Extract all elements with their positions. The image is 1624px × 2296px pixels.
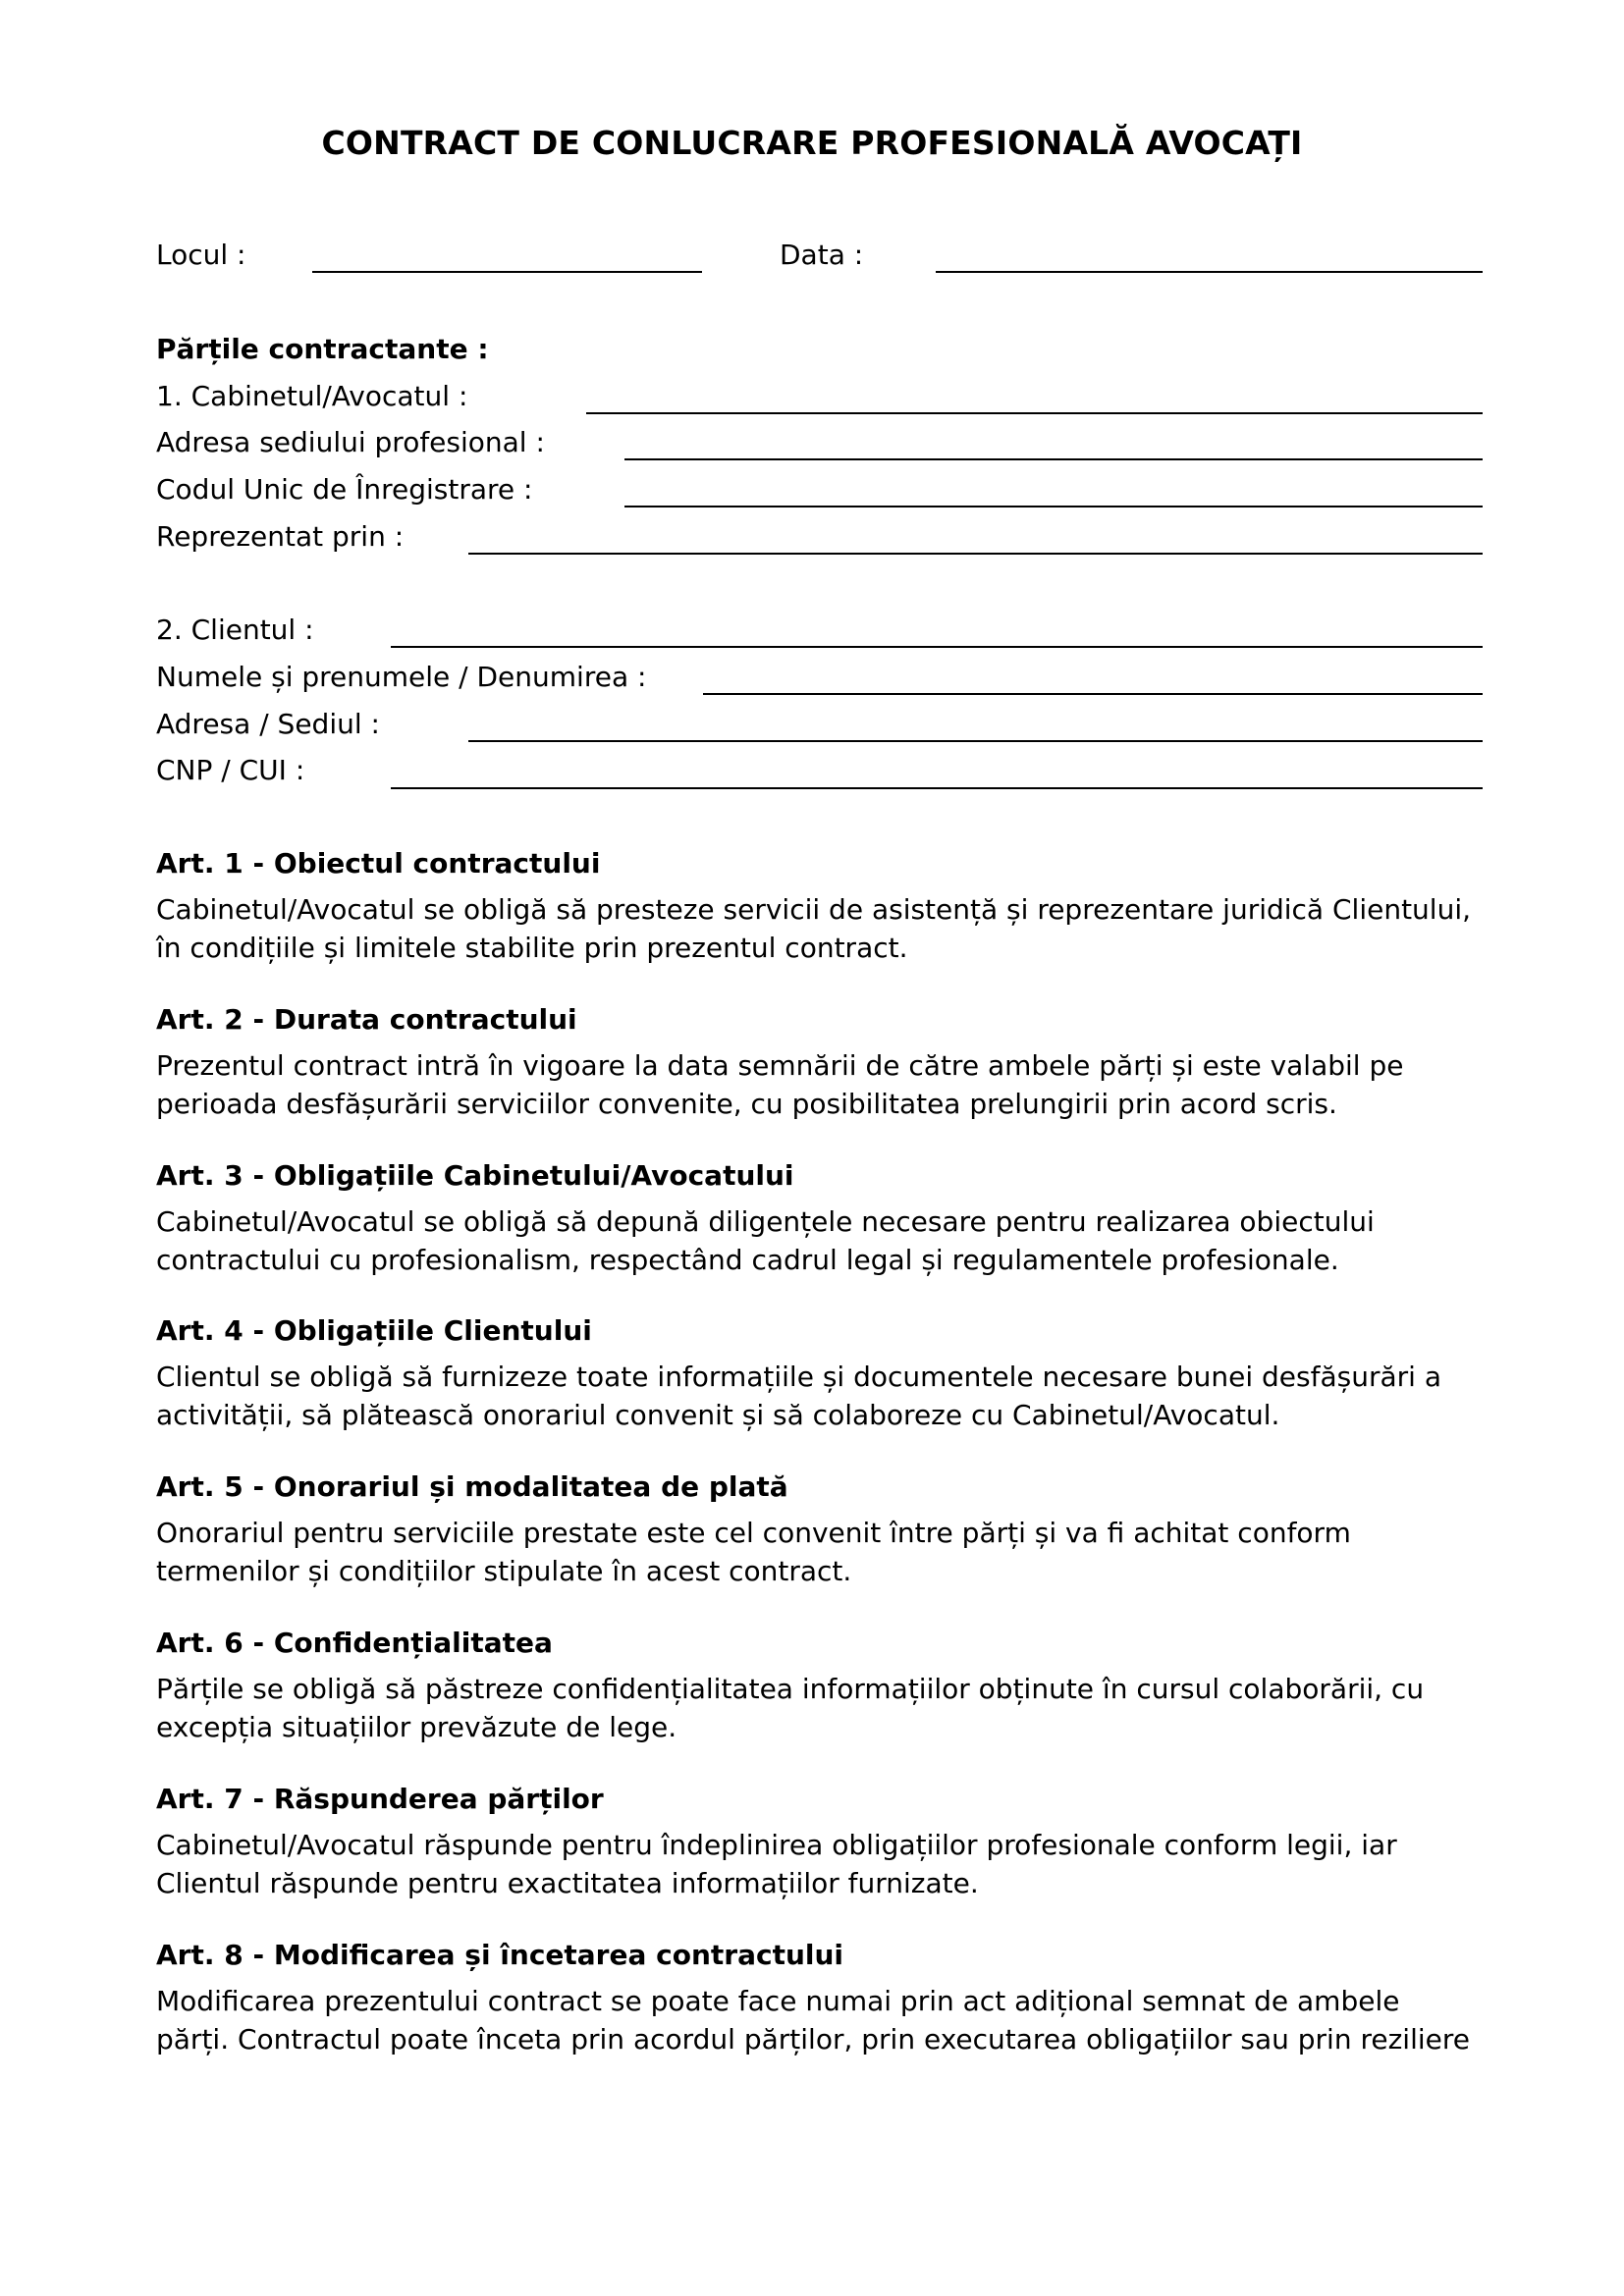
article-2-heading: Art. 2 - Durata contractului <box>156 1003 577 1036</box>
article-5-line-1: Onorariul pentru serviciile prestate este cel convenit între părți și va fi achitat conform <box>156 1517 1351 1549</box>
article-2-body <box>156 1046 1491 1123</box>
cabinet-label: 1. Cabinetul/Avocatul : <box>156 380 468 412</box>
parties-heading: Părțile contractante : <box>156 333 489 365</box>
article-1-line-2: în condițiile și limitele stabilite prin prezentul contract. <box>156 932 908 964</box>
cnp-cui-fill-line[interactable] <box>391 787 1483 789</box>
article-8-line-1: Modificarea prezentului contract se poate face numai prin act adițional semnat de ambele <box>156 1985 1400 2017</box>
place-fill-line[interactable] <box>312 271 702 273</box>
article-8-line-2: părți. Contractul poate înceta prin acordul părților, prin executarea obligațiilor sau prin reziliere <box>156 2023 1470 2056</box>
article-5-heading: Art. 5 - Onorariul și modalitatea de plată <box>156 1470 788 1503</box>
client-fill-line[interactable] <box>391 646 1483 648</box>
article-7-body <box>156 1826 1491 1902</box>
article-4-line-2: activității, să plătească onorariul convenit și să colaboreze cu Cabinetul/Avocatul. <box>156 1399 1280 1431</box>
article-5-line-2: termenilor și condițiilor stipulate în acest contract. <box>156 1555 852 1587</box>
document-title: CONTRACT DE CONLUCRARE PROFESIONALĂ AVOCAȚI <box>321 124 1303 162</box>
registration-code-label: Codul Unic de Înregistrare : <box>156 473 533 506</box>
article-7-heading: Art. 7 - Răspunderea părților <box>156 1783 604 1815</box>
cnp-cui-label: CNP / CUI : <box>156 754 305 786</box>
article-6-line-2: excepția situațiilor prevăzute de lege. <box>156 1711 677 1743</box>
article-8-body <box>156 1982 1491 2058</box>
date-label: Data : <box>780 239 864 271</box>
article-2-line-2: perioada desfășurării serviciilor convenite, cu posibilitatea prelungirii prin acord scris. <box>156 1088 1337 1120</box>
article-3-line-1: Cabinetul/Avocatul se obligă să depună diligențele necesare pentru realizarea obiectului <box>156 1205 1375 1238</box>
represented-by-fill-line[interactable] <box>468 553 1483 555</box>
client-address-label: Adresa / Sediul : <box>156 708 380 740</box>
date-fill-line[interactable] <box>936 271 1483 273</box>
place-label: Locul : <box>156 239 246 271</box>
client-name-fill-line[interactable] <box>703 693 1483 695</box>
client-name-label: Numele și prenumele / Denumirea : <box>156 661 647 693</box>
registration-code-fill-line[interactable] <box>624 506 1483 507</box>
article-3-line-2: contractului cu profesionalism, respectând cadrul legal și regulamentele profesionale. <box>156 1244 1339 1276</box>
article-5-body <box>156 1514 1491 1590</box>
professional-address-label: Adresa sediului profesional : <box>156 426 545 458</box>
article-4-heading: Art. 4 - Obligațiile Clientului <box>156 1314 592 1347</box>
article-4-body <box>156 1358 1491 1434</box>
article-6-body <box>156 1670 1491 1746</box>
client-address-fill-line[interactable] <box>468 740 1483 742</box>
article-6-heading: Art. 6 - Confidențialitatea <box>156 1627 553 1659</box>
article-1-body <box>156 890 1491 967</box>
article-7-line-1: Cabinetul/Avocatul răspunde pentru îndeplinirea obligațiilor profesionale conform legii, iar <box>156 1829 1397 1861</box>
cabinet-fill-line[interactable] <box>586 412 1483 414</box>
client-label: 2. Clientul : <box>156 614 314 646</box>
represented-by-label: Reprezentat prin : <box>156 520 405 553</box>
article-4-line-1: Clientul se obligă să furnizeze toate informațiile și documentele necesare bunei desfășurări a <box>156 1361 1441 1393</box>
article-8-heading: Art. 8 - Modificarea și încetarea contractului <box>156 1939 844 1971</box>
professional-address-fill-line[interactable] <box>624 458 1483 460</box>
article-2-line-1: Prezentul contract intră în vigoare la data semnării de către ambele părți și este valabil pe <box>156 1049 1404 1082</box>
article-6-line-1: Părțile se obligă să păstreze confidențialitatea informațiilor obținute în cursul colaborării, cu <box>156 1673 1425 1705</box>
article-1-heading: Art. 1 - Obiectul contractului <box>156 847 601 880</box>
article-3-heading: Art. 3 - Obligațiile Cabinetului/Avocatului <box>156 1159 794 1192</box>
article-7-line-2: Clientul răspunde pentru exactitatea informațiilor furnizate. <box>156 1867 979 1899</box>
article-1-line-1: Cabinetul/Avocatul se obligă să presteze servicii de asistență și reprezentare juridică Clientului, <box>156 893 1471 926</box>
article-3-body <box>156 1202 1491 1279</box>
